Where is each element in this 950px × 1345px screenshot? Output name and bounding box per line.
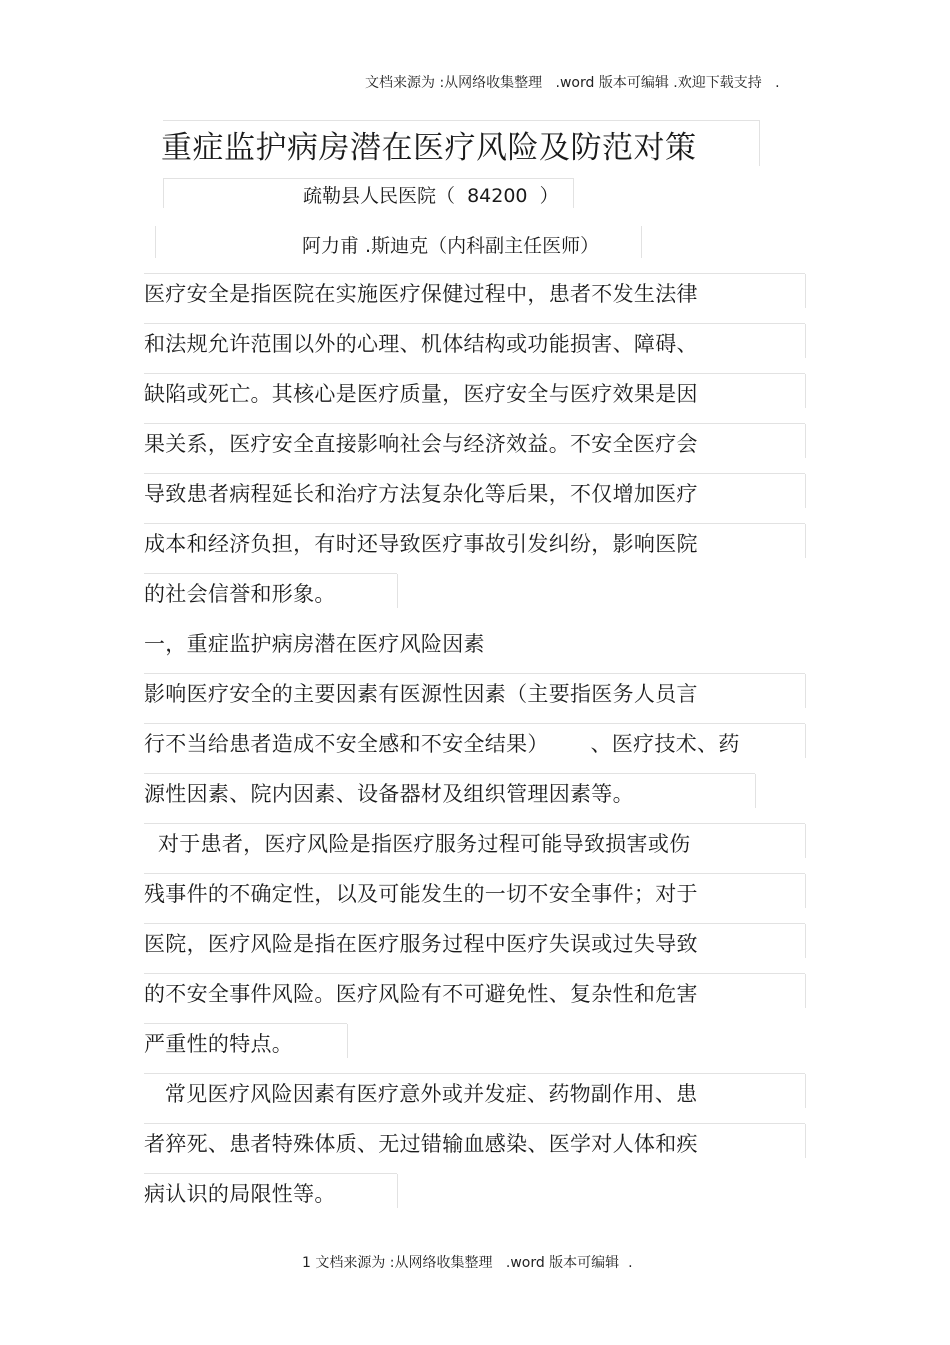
- cell-rule-top: [144, 873, 805, 874]
- body-line: 的社会信誉和形象。: [144, 582, 336, 606]
- body-line: 影响医疗安全的主要因素有医源性因素（主要指医务人员言: [144, 682, 698, 706]
- body-line: 医疗安全是指医院在实施医疗保健过程中，患者不发生法律: [144, 282, 698, 306]
- affiliation: 疏勒县人民医院（ 84200 ）: [303, 185, 559, 207]
- cell-rule-top: [144, 973, 805, 974]
- affil-rule-top: [163, 178, 573, 179]
- cell-rule-right: [805, 874, 806, 908]
- cell-rule-top: [144, 1023, 347, 1024]
- affil-rule-left: [163, 178, 164, 208]
- cell-rule-right: [805, 274, 806, 308]
- title-rule-right: [759, 120, 760, 166]
- page-footer: 1 文档来源为 :从网络收集整理 .word 版本可编辑 .: [302, 1255, 633, 1271]
- cell-rule-top: [144, 1173, 397, 1174]
- cell-rule-right: [805, 1124, 806, 1158]
- cell-rule-top: [144, 423, 805, 424]
- cell-rule-top: [144, 773, 755, 774]
- cell-rule-right: [805, 1074, 806, 1108]
- body-line: 者猝死、患者特殊体质、无过错输血感染、医学对人体和疾: [144, 1132, 698, 1156]
- cell-rule-right: [805, 374, 806, 408]
- body-line: 一，重症监护病房潜在医疗风险因素: [144, 632, 485, 656]
- body-line: 和法规允许范围以外的心理、机体结构或功能损害、障碍、: [144, 332, 698, 356]
- author-line: 阿力甫 .斯迪克（内科副主任医师）: [302, 235, 600, 257]
- cell-rule-right: [805, 924, 806, 958]
- body-line: 残事件的不确定性，以及可能发生的一切不安全事件；对于: [144, 882, 698, 906]
- cell-rule-right: [397, 574, 398, 608]
- cell-rule-right: [805, 474, 806, 508]
- body-line: 医院，医疗风险是指在医疗服务过程中医疗失误或过失导致: [144, 932, 698, 956]
- cell-rule-top: [144, 723, 805, 724]
- cell-rule-right: [805, 324, 806, 358]
- cell-rule-top: [144, 573, 397, 574]
- cell-rule-right: [805, 674, 806, 708]
- body-line: 严重性的特点。: [144, 1032, 294, 1056]
- cell-rule-right: [805, 974, 806, 1008]
- body-line: 成本和经济负担，有时还导致医疗事故引发纠纷，影响医院: [144, 532, 698, 556]
- author-rule-left: [155, 226, 156, 258]
- cell-rule-top: [144, 373, 805, 374]
- author-rule-right: [641, 226, 642, 258]
- body-line: 常见医疗风险因素有医疗意外或并发症、药物副作用、患: [144, 1082, 698, 1106]
- cell-rule-top: [144, 823, 805, 824]
- body-line: 缺陷或死亡。其核心是医疗质量，医疗安全与医疗效果是因: [144, 382, 698, 406]
- document-title: 重症监护病房潜在医疗风险及防范对策: [161, 130, 697, 166]
- cell-rule-right: [397, 1174, 398, 1208]
- body-line: 病认识的局限性等。: [144, 1182, 336, 1206]
- cell-rule-top: [144, 323, 805, 324]
- title-rule-top: [163, 120, 759, 121]
- cell-rule-top: [144, 523, 805, 524]
- body-line: 的不安全事件风险。医疗风险有不可避免性、复杂性和危害: [144, 982, 698, 1006]
- affil-rule-right: [573, 178, 574, 208]
- cell-rule-top: [144, 273, 805, 274]
- cell-rule-top: [144, 1123, 805, 1124]
- page-header: 文档来源为 :从网络收集整理 .word 版本可编辑 .欢迎下载支持 .: [365, 75, 780, 91]
- body-line: 行不当给患者造成不安全感和不安全结果） 、医疗技术、药: [144, 732, 740, 756]
- cell-rule-right: [805, 724, 806, 758]
- cell-rule-top: [144, 923, 805, 924]
- body-line: 果关系，医疗安全直接影响社会与经济效益。不安全医疗会: [144, 432, 698, 456]
- body-line: 导致患者病程延长和治疗方法复杂化等后果，不仅增加医疗: [144, 482, 698, 506]
- body-line: 源性因素、院内因素、设备器材及组织管理因素等。: [144, 782, 634, 806]
- cell-rule-top: [144, 673, 805, 674]
- cell-rule-right: [805, 524, 806, 558]
- cell-rule-right: [805, 424, 806, 458]
- cell-rule-top: [144, 1073, 805, 1074]
- body-line: 对于患者，医疗风险是指医疗服务过程可能导致损害或伤: [144, 832, 691, 856]
- cell-rule-right: [805, 824, 806, 858]
- cell-rule-right: [347, 1024, 348, 1058]
- cell-rule-right: [755, 774, 756, 808]
- cell-rule-top: [144, 473, 805, 474]
